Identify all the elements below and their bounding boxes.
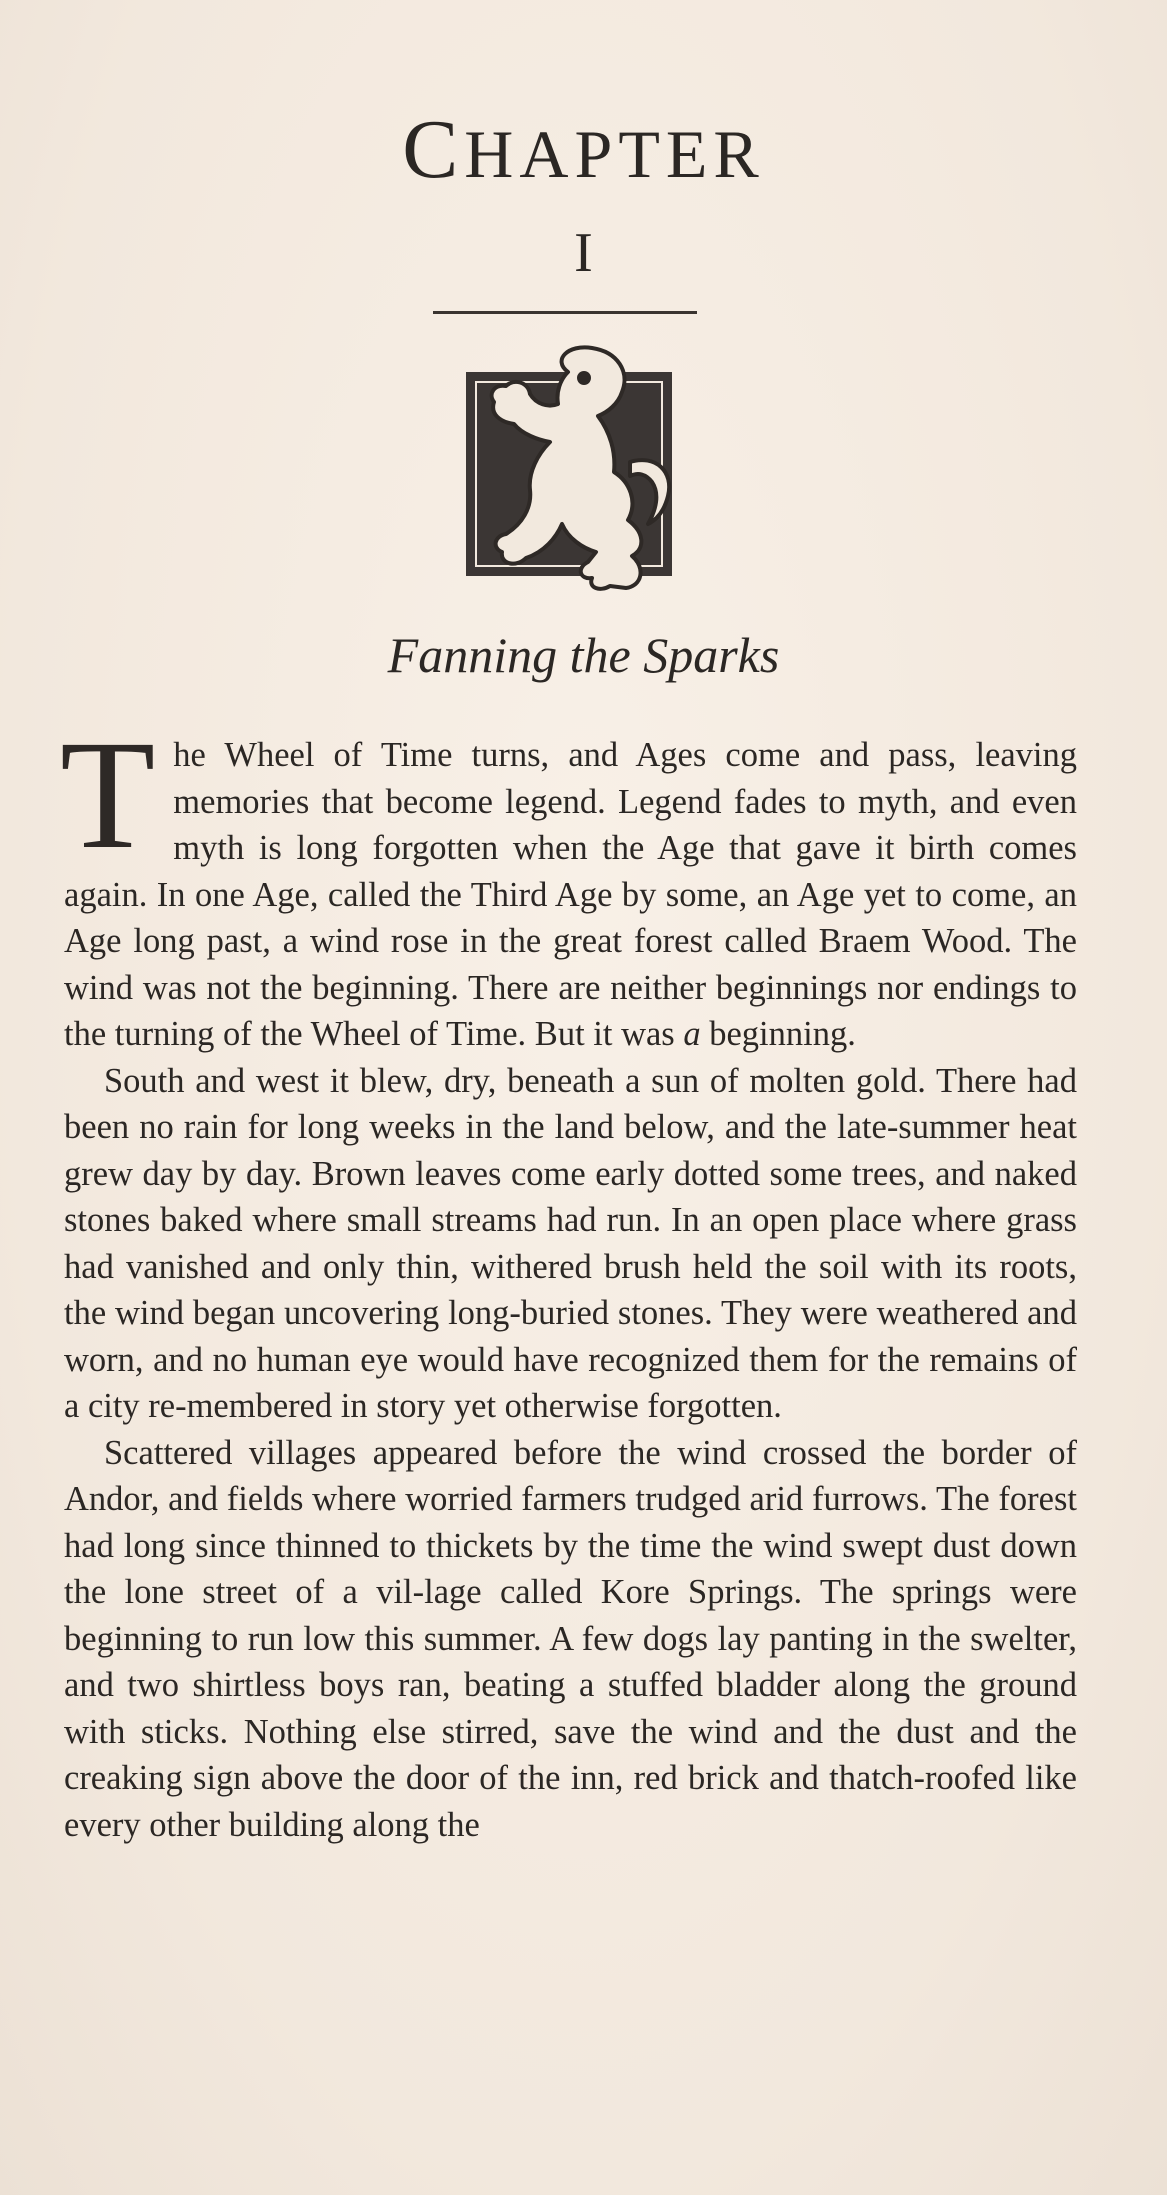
body-text (60, 708, 1077, 1848)
chapter-heading (0, 103, 1167, 196)
chapter-title: Fanning the Sparks (387, 627, 780, 683)
chapter-heading-initial: C (402, 103, 465, 196)
paragraph-2: South and west it blew, dry, beneath a sun of molten gold. There had been no rain for long weeks in the land below, and the late-summer heat grew day by day. Brown leaves come early dotted some trees, and naked stones baked where small streams had run. In an open place where grass had vanished and only thin, withered brush held the soil with its roots, the wind began uncovering long-buried stones. They were weathered and worn, and no human eye would have recognized them for the remains of a city re-membered in story yet otherwise forgotten. (64, 1061, 1077, 1425)
paragraph-1 (60, 708, 1077, 1058)
paragraph-1-italic: a (683, 1015, 701, 1053)
paragraph-1-text: he Wheel of Time turns, and Ages come and pass, leaving memories that become legend. Legend fades to myth, and even myth is long forgotten when the Age that gave it birth comes again. In one Age, called the Third Age by some, an Age yet to come, an Age long past, a wind rose in the great forest called Braem Wood. The wind was not the beginning. There are neither beginnings nor endings to the turning of the Wheel of Time. But it was (64, 736, 1077, 1053)
chapter-heading-rest: HAPTER (464, 116, 765, 192)
chapter-number: I (574, 222, 593, 284)
heading-rule (433, 311, 697, 314)
rampant-lion-icon (460, 342, 692, 610)
paragraph-1-end: beginning. (700, 1015, 856, 1053)
paragraph-3: Scattered villages appeared before the wind crossed the border of Andor, and fields where worried farmers trudged arid furrows. The forest had long since thinned to thickets by the time the wind swept dust down the lone street of a vil-lage called Kore Springs. The springs were beginning to run low this summer. A few dogs lay panting in the swelter, and two shirtless boys ran, beating a stuffed bladder along the ground with sticks. Nothing else stirred, save the wind and the dust and the creaking sign above the door of the inn, red brick and thatch-roofed like every other building along the (64, 1433, 1077, 1844)
drop-cap: T (60, 708, 156, 881)
